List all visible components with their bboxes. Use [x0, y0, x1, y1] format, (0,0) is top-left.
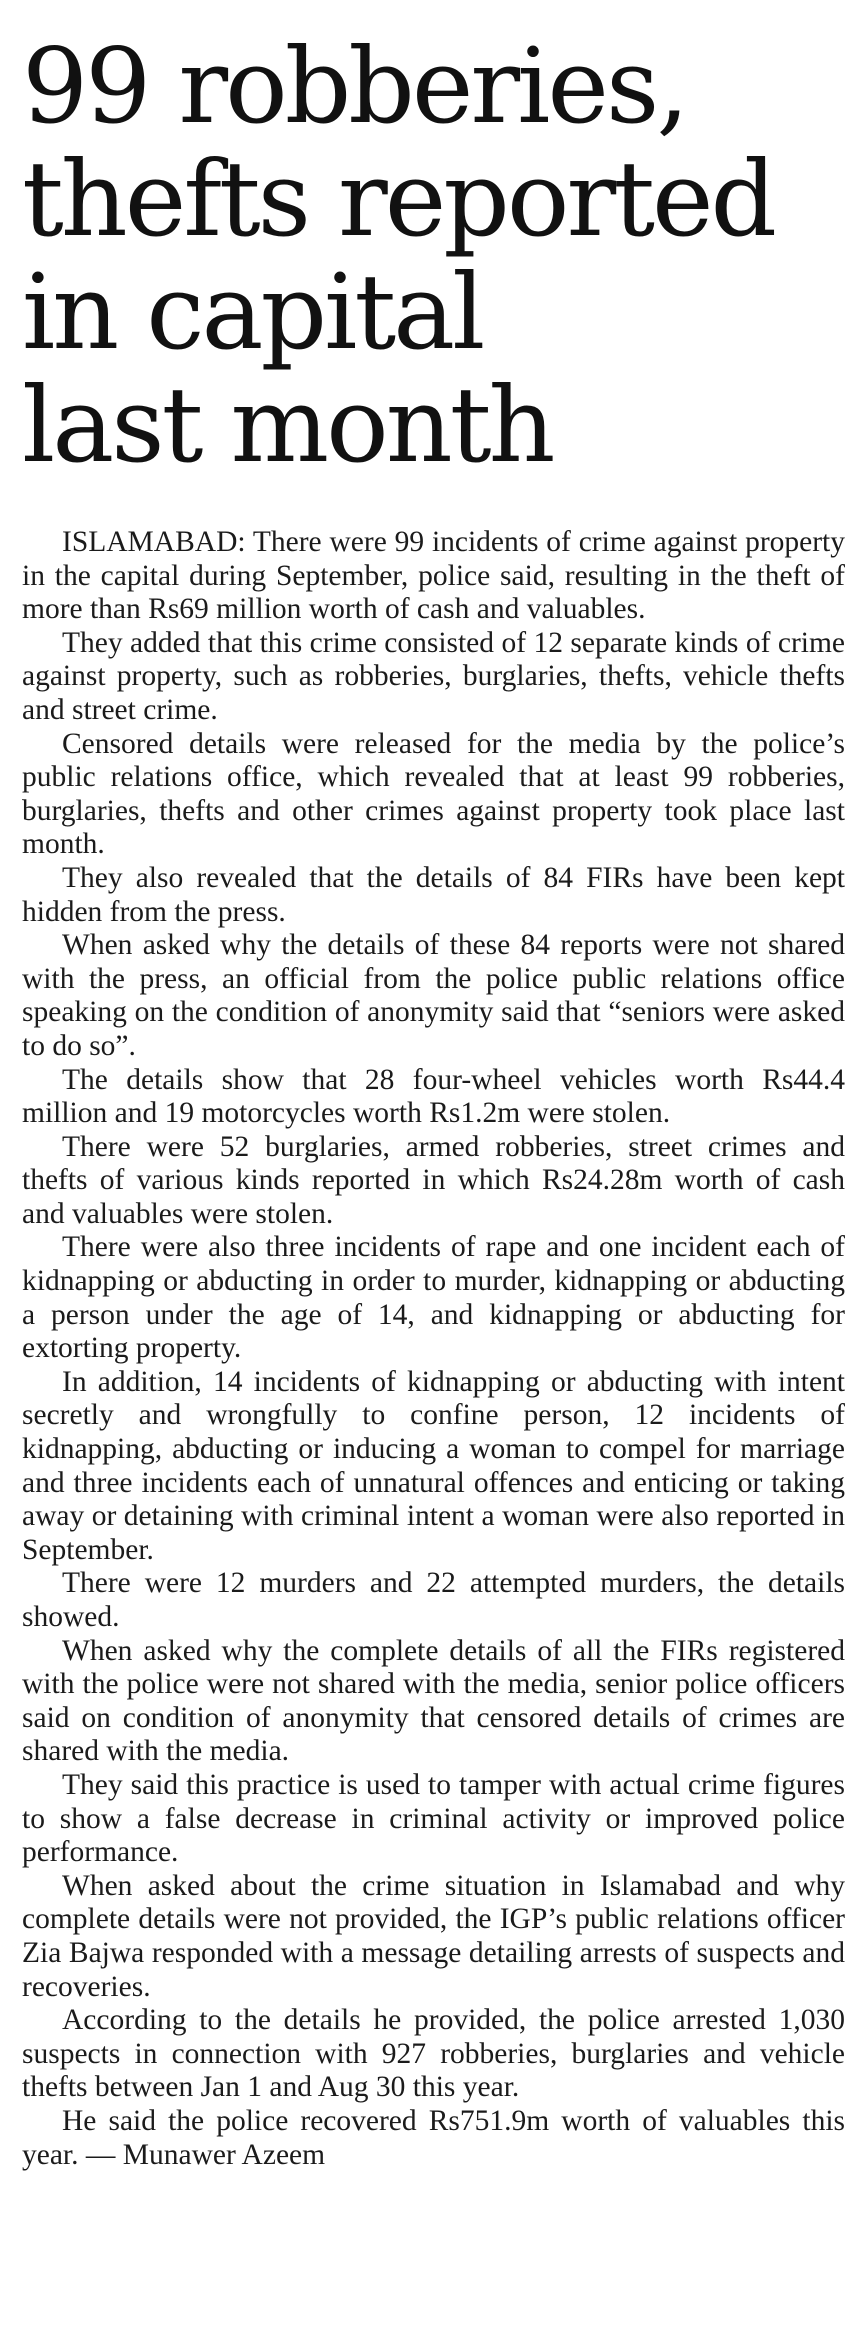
headline-line: 99 robberies,	[22, 25, 687, 147]
headline-line: in capital	[22, 251, 483, 373]
article-body	[22, 526, 845, 2172]
paragraph: They also revealed that the details of 84 FIRs have been kept hidden from the press.	[22, 861, 845, 928]
paragraph: When asked why the details of these 84 reports were not shared with the press, an official from the police public relations office speaking on the condition of anonymity said that “seniors were asked to do so”.	[22, 929, 845, 1062]
paragraph: In addition, 14 incidents of kidnapping or abducting with intent secretly and wrongfully to confine person, 12 incidents of kidnapping, abducting or inducing a woman to compel for marriage and three incidents each of unnatural offences and enticing or taking away or detaining with criminal intent a woman were also reported in September.	[22, 1365, 845, 1566]
paragraph: When asked about the crime situation in Islamabad and why complete details were not provided, the IGP’s public relations officer Zia Bajwa responded with a message detailing arrests of suspects and recoveries.	[22, 1869, 845, 2003]
paragraph-dateline: ISLAMABAD: There were 99 incidents of crime against property in the capital during September, police said, resulting in the theft of more than Rs69 million worth of cash and valuables.	[22, 526, 845, 626]
paragraph-with-byline: He said the police recovered Rs751.9m worth of valuables this year. — Munawer Azeem	[22, 2104, 845, 2171]
headline	[22, 25, 845, 486]
paragraph: When asked why the complete details of all the FIRs registered with the police were not shared with the media, senior police officers said on condition of anonymity that censored details of crimes are shared with the media.	[22, 1634, 845, 1768]
paragraph: There were also three incidents of rape and one incident each of kidnapping or abducting in order to murder, kidnapping or abducting a person under the age of 14, and kidnapping or abducting for extorting property.	[22, 1231, 845, 1365]
headline-line: thefts reported	[22, 138, 775, 260]
paragraph: Censored details were released for the media by the police’s public relations office, which revealed that at least 99 robberies, burglaries, thefts and other crimes against property took place last month.	[22, 727, 845, 861]
paragraph: According to the details he provided, the police arrested 1,030 suspects in connection with 927 robberies, burglaries and vehicle thefts between Jan 1 and Aug 30 this year.	[22, 2004, 845, 2104]
paragraph: There were 12 murders and 22 attempted murders, the details showed.	[22, 1567, 845, 1633]
paragraph: They said this practice is used to tamper with actual crime figures to show a false decrease in criminal activity or improved police performance.	[22, 1768, 845, 1869]
paragraph: They added that this crime consisted of 12 separate kinds of crime against property, such as robberies, burglaries, thefts, vehicle thefts and street crime.	[22, 626, 845, 726]
headline-line: last month	[22, 364, 553, 486]
paragraph: There were 52 burglaries, armed robberies, street crimes and thefts of various kinds reported in which Rs24.28m worth of cash and valuables were stolen.	[22, 1130, 845, 1230]
paragraph: The details show that 28 four-wheel vehicles worth Rs44.4 million and 19 motorcycles worth Rs1.2m were stolen.	[22, 1063, 845, 1130]
